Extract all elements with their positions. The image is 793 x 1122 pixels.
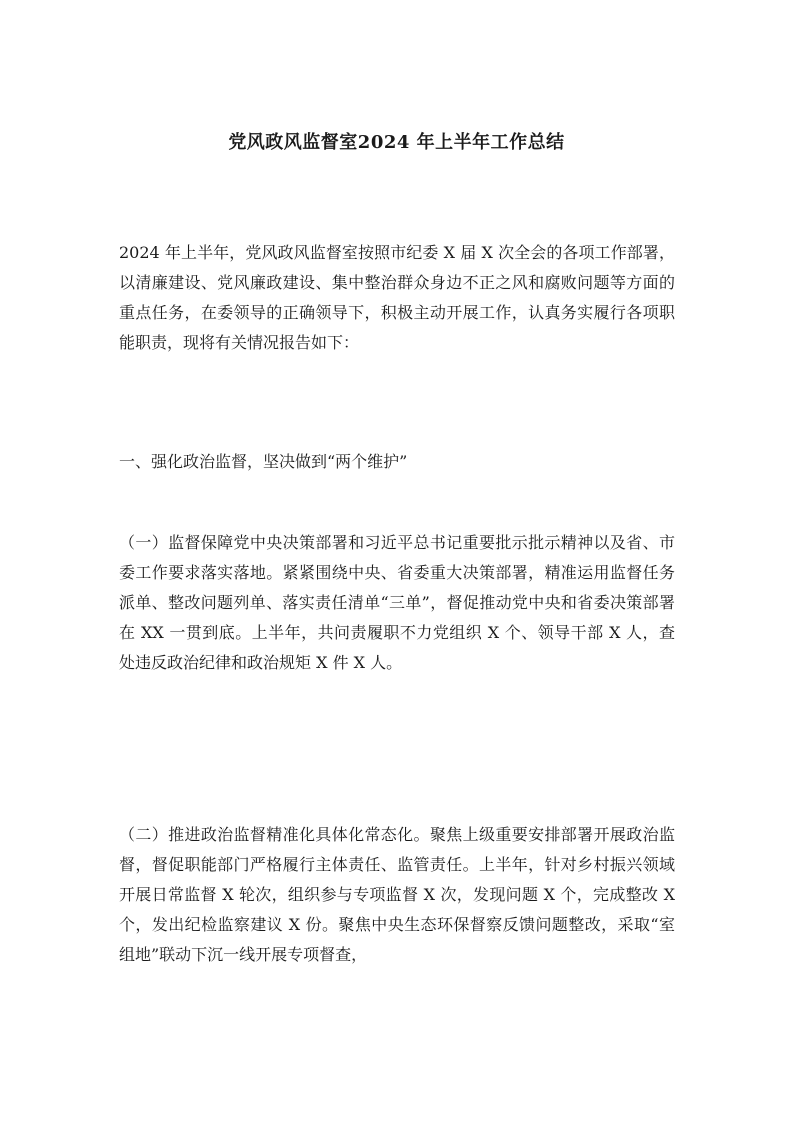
document-title: 党风政风监督室2024 年上半年工作总结 — [228, 132, 565, 153]
body-paragraph: （一）监督保障党中央决策部署和习近平总书记重要批示批示精神以及省、市委工作要求落实落地。紧紧围绕中央、省委重大决策部署，精准运用监督任务派单、整改问题列单、落实责任清单“三单”，督促推动党中央和省委决策部署在 XX 一贯到底。上半年，共问责履职不力党组织 X 个、领导干部 X 人，查处违反政治纪律和政治规矩 X 件 X 人。 — [119, 533, 675, 672]
section-heading: 一、强化政治监督，坚决做到“两个维护” — [119, 452, 408, 471]
intro-paragraph: 2024 年上半年，党风政风监督室按照市纪委 X 届 X 次全会的各项工作部署，以清廉建设、党风廉政建设、集中整治群众身边不正之风和腐败问题等方面的重点任务，在委领导的正确领导下，积极主动开展工作，认真务实履行各项职能职责，现将有关情况报告如下： — [119, 243, 675, 352]
body-paragraph: （二）推进政治监督精准化具体化常态化。聚焦上级重要安排部署开展政治监督，督促职能部门严格履行主体责任、监管责任。上半年，针对乡村振兴领域开展日常监督 X 轮次，组织参与专项监督 X 次，发现问题 X 个，完成整改 X 个，发出纪检监察建议 X 份。聚焦中央生态环保督察反馈问题整改，采取“室组地”联动下沉一线开展专项督查， — [119, 825, 675, 964]
